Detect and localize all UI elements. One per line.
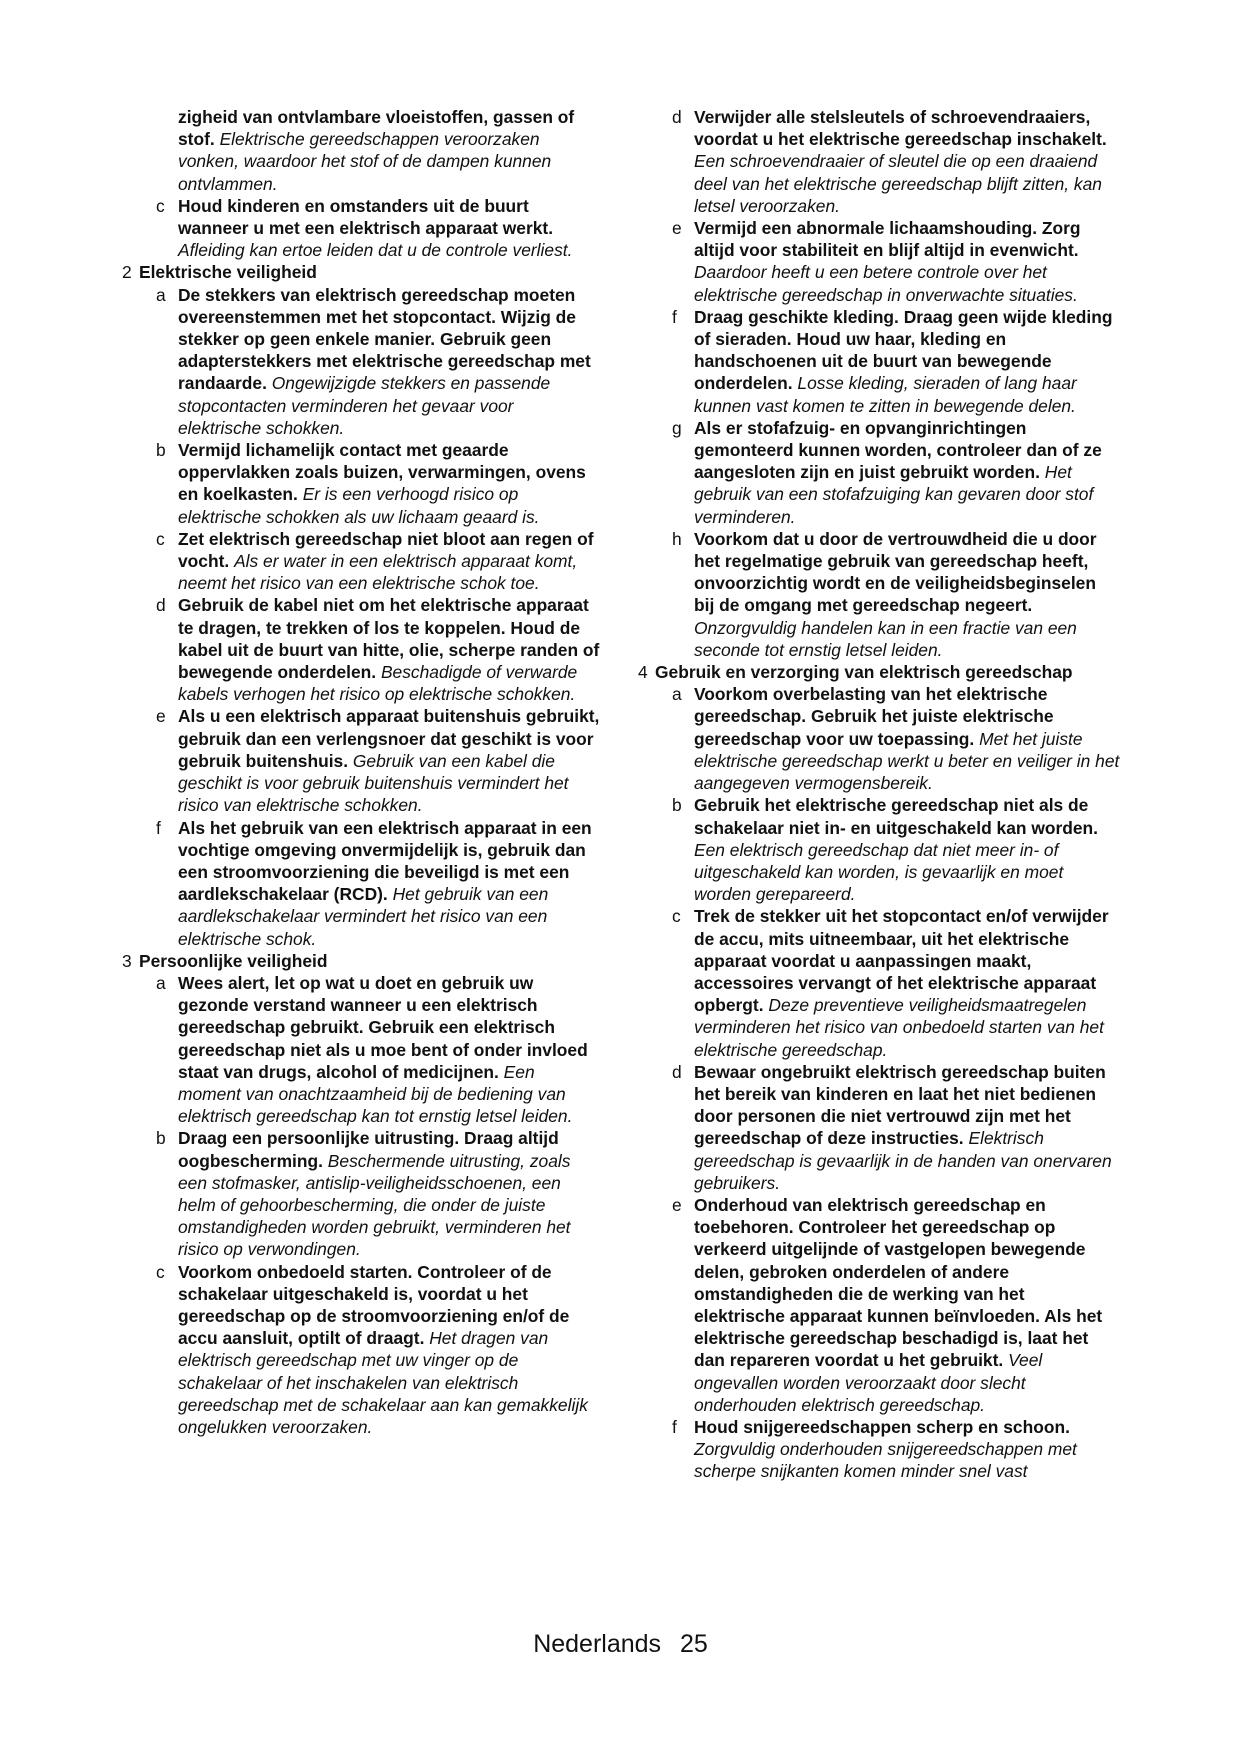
instruction-item: [122, 817, 600, 950]
section-heading: [122, 950, 600, 972]
instruction-text: zigheid van ontvlambare vloeistoffen, gassen of stof.: [178, 107, 575, 150]
item-marker: b: [156, 440, 166, 461]
instruction-text: Vermijd lichamelijk contact met geaarde oppervlakken zoals buizen, verwarmingen, ovens en koelkasten.: [178, 440, 586, 505]
explanation-text: Het gebruik van een aardlekschakelaar vermindert het risico van een elektrische schok.: [178, 884, 549, 949]
item-marker: c: [156, 1261, 165, 1282]
instruction-text: Gebruik het elektrische gereedschap niet als de schakelaar niet in- en uitgeschakeld kan worden.: [694, 795, 1098, 838]
instruction-text: Onderhoud van elektrisch gereedschap en toebehoren. Controleer het gereedschap op verkeerd uitgelijnde of vastgelopen bewegende delen, gebroken onderdelen of andere omstandigheden die de werking van het elektrische apparaat kunnen beïnvloeden. Als het elektrische gereedschap beschadigd is, laat het dan repareren voordat u het gebruikt.: [694, 1194, 1103, 1371]
instruction-item: [122, 972, 600, 1127]
explanation-text: Daardoor heeft u een betere controle over het elektrische gereedschap in onverwachte situaties.: [694, 262, 1078, 305]
section-title: Elektrische veiligheid: [139, 262, 317, 283]
explanation-text: Beschadigde of verwarde kabels verhogen het risico op elektrische schokken.: [178, 662, 578, 705]
item-marker: f: [156, 817, 161, 838]
instruction-item: [638, 1061, 1120, 1194]
explanation-text: Met het juiste elektrische gereedschap werkt u beter en veiliger in het aangegeven vermogensbereik.: [694, 728, 1120, 794]
instruction-text: Trek de stekker uit het stopcontact en/of verwijder de accu, mits uitneembaar, uit het elektrische apparaat voordat u aanpassingen maakt, accessoires vervangt of het elektrische apparaat opbergt.: [694, 906, 1109, 1016]
explanation-text: Zorgvuldig onderhouden snijgereedschappen met scherpe snijkanten komen minder snel vast: [694, 1439, 1077, 1482]
instruction-text: Houd snijgereedschappen scherp en schoon.: [694, 1416, 1070, 1437]
explanation-text: Beschermende uitrusting, zoals een stofmasker, antislip-veiligheidsschoenen, een helm of gehoorbescherming, die onder de juiste omstandigheden worden gebruikt, verminderen het risico op verwondingen.: [178, 1150, 571, 1260]
instruction-item: [122, 594, 600, 705]
item-marker: c: [672, 906, 681, 927]
instruction-text: Bewaar ongebruikt elektrisch gereedschap buiten het bereik van kinderen en laat het niet bedienen door personen die niet vertrouwd zijn met het gereedschap of deze instructies.: [694, 1061, 1106, 1149]
explanation-text: Deze preventieve veiligheidsmaatregelen verminderen het risico van onbedoeld starten van het elektrische gereedschap.: [694, 995, 1104, 1060]
explanation-text: Als er water in een elektrisch apparaat komt, neemt het risico van een elektrische schok toe.: [178, 551, 578, 594]
explanation-text: Het dragen van elektrisch gereedschap met uw vinger op de schakelaar of het inschakelen van elektrisch gereedschap met de schakelaar aan kan gemakkelijk ongelukken veroorzaken.: [178, 1328, 588, 1437]
section-number: 4: [638, 662, 648, 683]
instruction-item: [638, 905, 1120, 1060]
item-marker: d: [672, 1061, 682, 1082]
instruction-item: [122, 1261, 600, 1439]
instruction-item: [638, 306, 1120, 417]
section-heading: [638, 661, 1120, 683]
explanation-text: Er is een verhoogd risico op elektrische schokken als uw lichaam geaard is.: [178, 484, 540, 527]
instruction-text: De stekkers van elektrisch gereedschap moeten overeenstemmen met het stopcontact. Wijzig de stekker op geen enkele manier. Gebruik geen adapterstekkers met elektrische gereedschap met randaarde.: [178, 284, 591, 394]
instruction-text: Gebruik de kabel niet om het elektrische apparaat te dragen, te trekken of los te koppelen. Houd de kabel uit de buurt van hitte, olie, scherpe randen of bewegende onderdelen.: [178, 595, 600, 683]
item-marker: c: [156, 528, 165, 549]
section-number: 3: [122, 950, 132, 971]
item-marker: d: [156, 595, 166, 616]
explanation-text: Een moment van onachtzaamheid bij de bediening van elektrisch gereedschap kan tot ernstig letsel leiden.: [178, 1061, 573, 1127]
instruction-text: Draag een persoonlijke uitrusting. Draag altijd oogbescherming.: [178, 1128, 559, 1171]
explanation-text: Elektrisch gereedschap is gevaarlijk in de handen van onervaren gebruikers.: [694, 1128, 1112, 1193]
explanation-text: Een elektrisch gereedschap dat niet meer in- of uitgeschakeld kan worden, is gevaarlijk en moet worden gerepareerd.: [694, 839, 1064, 905]
instruction-item: [638, 794, 1120, 905]
explanation-text: Onzorgvuldig handelen kan in een fractie van een seconde tot ernstig letsel leiden.: [694, 617, 1077, 660]
section-title: Persoonlijke veiligheid: [139, 950, 328, 971]
page-number: 25: [680, 1630, 708, 1658]
right-column: [638, 106, 1120, 1483]
instruction-item: [638, 106, 1120, 217]
explanation-text: Elektrische gereedschappen veroorzaken vonken, waardoor het stof of de dampen kunnen ontvlammen.: [178, 129, 552, 194]
item-marker: a: [156, 972, 166, 993]
item-marker: b: [156, 1128, 166, 1149]
footer-language: Nederlands: [533, 1630, 662, 1658]
item-marker: f: [672, 306, 677, 327]
explanation-text: Losse kleding, sieraden of lang haar kunnen vast komen te zitten in bewegende delen.: [694, 373, 1077, 416]
instruction-text: Wees alert, let op wat u doet en gebruik uw gezonde verstand wanneer u een elektrisch gereedschap gebruikt. Gebruik een elektrisch gereedschap niet als u moe bent of onder invloed staat van drugs, alcohol of medicijnen.: [178, 972, 588, 1082]
instruction-text: Als er stofafzuig- en opvanginrichtingen gemonteerd kunnen worden, controleer dan of ze aangesloten zijn en juist gebruikt worden.: [694, 417, 1102, 483]
instruction-item: [122, 106, 600, 195]
instruction-text: Als u een elektrisch apparaat buitenshuis gebruikt, gebruik dan een verlengsnoer dat geschikt is voor gebruik buitenshuis.: [178, 706, 600, 771]
instruction-item: [638, 417, 1120, 528]
explanation-text: Veel ongevallen worden veroorzaakt door slecht onderhouden elektrisch gereedschap.: [694, 1350, 1043, 1415]
instruction-text: Zet elektrisch gereedschap niet bloot aan regen of vocht.: [178, 528, 594, 572]
item-marker: d: [672, 107, 682, 127]
item-marker: h: [672, 528, 682, 549]
item-marker: f: [672, 1416, 677, 1437]
instruction-item: [122, 195, 600, 262]
instruction-text: Vermijd een abnormale lichaamshouding. Zorg altijd voor stabiliteit en blijf altijd in evenwicht.: [694, 218, 1081, 261]
instruction-item: [122, 439, 600, 528]
explanation-text: Gebruik van een kabel die geschikt is voor gebruik buitenshuis vermindert het risico van elektrische schokken.: [178, 750, 569, 816]
item-marker: e: [672, 1194, 682, 1215]
section-heading: [122, 261, 600, 283]
instruction-text: Als het gebruik van een elektrisch apparaat in een vochtige omgeving onvermijdelijk is, gebruik dan een stroomvoorziening die beveiligd is met een aardlekschakelaar (RCD).: [178, 817, 592, 905]
section-number: 2: [122, 262, 132, 283]
instruction-text: Voorkom dat u door de vertrouwdheid die u door het regelmatige gebruik van gereedschap heeft, onvoorzichtig wordt en de veiligheidsbeginselen bij de omgang met gereedschap negeert.: [694, 528, 1097, 616]
item-marker: a: [672, 684, 682, 705]
instruction-item: [122, 1127, 600, 1260]
instruction-item: [638, 1416, 1120, 1483]
instruction-text: Houd kinderen en omstanders uit de buurt wanneer u met een elektrisch apparaat werkt.: [178, 195, 554, 239]
page-footer: [0, 1629, 1241, 1659]
instruction-text: Voorkom overbelasting van het elektrische gereedschap. Gebruik het juiste elektrische gereedschap voor uw toepassing.: [694, 684, 1054, 749]
left-column: [122, 106, 600, 1438]
item-marker: a: [156, 284, 166, 305]
instruction-item: [638, 1194, 1120, 1416]
instruction-item: [122, 705, 600, 816]
explanation-text: Het gebruik van een stofafzuiging kan gevaren door stof verminderen.: [694, 462, 1094, 527]
item-marker: e: [156, 706, 166, 727]
explanation-text: Ongewijzigde stekkers en passende stopcontacten verminderen het gevaar voor elektrische schokken.: [178, 373, 551, 438]
instruction-item: [122, 284, 600, 439]
instruction-text: Verwijder alle stelsleutels of schroevendraaiers, voordat u het elektrische gereedschap inschakelt.: [694, 107, 1107, 150]
item-marker: g: [672, 417, 682, 438]
instruction-text: Draag geschikte kleding. Draag geen wijde kleding of sieraden. Houd uw haar, kleding en handschoenen uit de buurt van bewegende onderdelen.: [694, 306, 1113, 394]
instruction-item: [638, 683, 1120, 794]
explanation-text: Afleiding kan ertoe leiden dat u de controle verliest.: [178, 240, 573, 261]
item-marker: e: [672, 218, 682, 239]
item-marker: b: [672, 795, 682, 816]
explanation-text: Een schroevendraaier of sleutel die op een draaiend deel van het elektrische gereedschap blijft zitten, kan letsel veroorzaken.: [694, 151, 1102, 216]
instruction-text: Voorkom onbedoeld starten. Controleer of de schakelaar uitgeschakeld is, voordat u het gereedschap op de stroomvoorziening en/of de accu aansluit, optilt of draagt.: [178, 1261, 570, 1349]
item-marker: c: [156, 195, 165, 216]
instruction-item: [638, 217, 1120, 306]
instruction-item: [122, 528, 600, 595]
section-title: Gebruik en verzorging van elektrisch gereedschap: [655, 662, 1073, 683]
instruction-item: [638, 528, 1120, 661]
